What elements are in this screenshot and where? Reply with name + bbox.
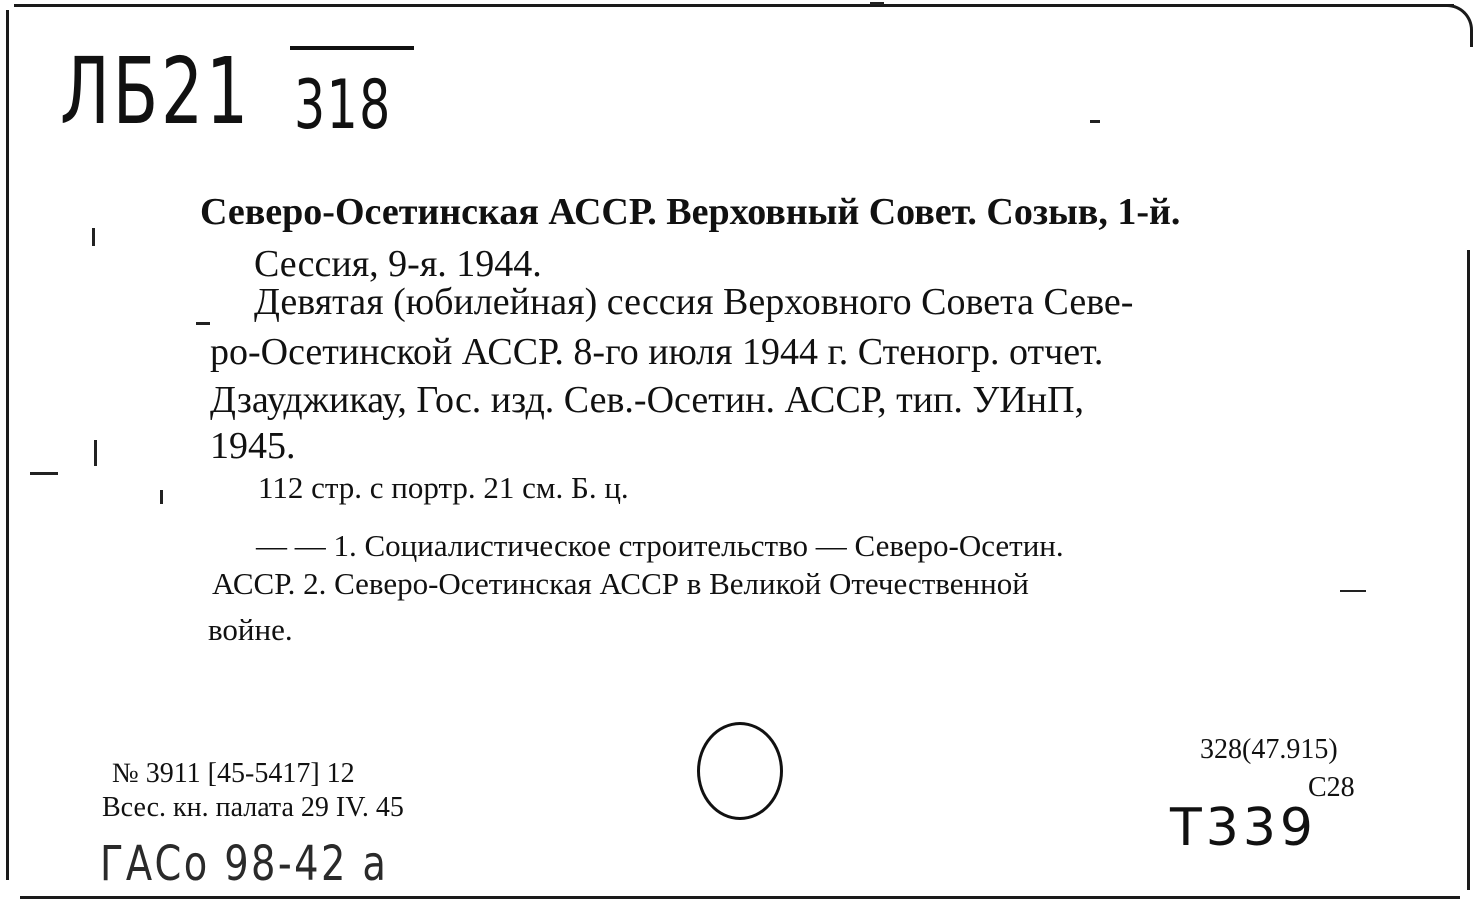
scan-mark (870, 2, 884, 5)
card-heading: Северо-Осетинская АССР. Верховный Совет. Созыв, 1-й. (200, 191, 1181, 233)
call-number-overline (290, 46, 414, 50)
classification-code: 328(47.915) (1200, 734, 1338, 765)
card-border-left (6, 10, 9, 880)
circle-stamp (697, 722, 783, 820)
subjects-line-2: АССР. 2. Северо-Осетинская АССР в Великой Отечественной (212, 566, 1029, 601)
book-chamber-line: Всес. кн. палата 29 IV. 45 (102, 792, 404, 823)
title-line-1: Девятая (юбилейная) сессия Верховного Совета Севе- (254, 281, 1134, 323)
scan-mark (1090, 120, 1100, 123)
card-border-top (14, 4, 1454, 7)
scan-mark (196, 322, 210, 325)
handwritten-call-number-sub: 318 (294, 66, 392, 145)
scan-mark (160, 490, 163, 504)
scan-mark (1340, 590, 1366, 592)
card-corner (1430, 4, 1473, 47)
subjects-line-1: — — 1. Социалистическое строительство — Северо-Осетин. (256, 528, 1064, 563)
card-border-right (1467, 250, 1470, 890)
title-line-4: 1945. (210, 425, 296, 467)
collation-line: 112 стр. с портр. 21 см. Б. ц. (258, 470, 629, 505)
handwritten-call-number: ЛБ21 (60, 38, 252, 145)
scan-mark (30, 472, 58, 475)
scan-mark (94, 440, 97, 466)
title-line-3: Дзауджикау, Гос. изд. Сев.-Осетин. АССР, тип. УИнП, (210, 379, 1085, 421)
card-number: № 3911 [45-5417] 12 (112, 758, 355, 789)
archive-stamp: ГАСо 98-42 а (100, 836, 389, 892)
scan-mark (92, 228, 95, 246)
card-border-bottom (20, 896, 1460, 899)
author-mark: С28 (1308, 772, 1355, 803)
card-heading-session: Сессия, 9-я. 1944. (254, 243, 542, 285)
title-line-2: ро-Осетинской АССР. 8-го июля 1944 г. Стеногр. отчет. (210, 331, 1104, 373)
subjects-line-3: войне. (208, 612, 293, 647)
handwritten-inventory-number: Т339 (1170, 798, 1318, 858)
